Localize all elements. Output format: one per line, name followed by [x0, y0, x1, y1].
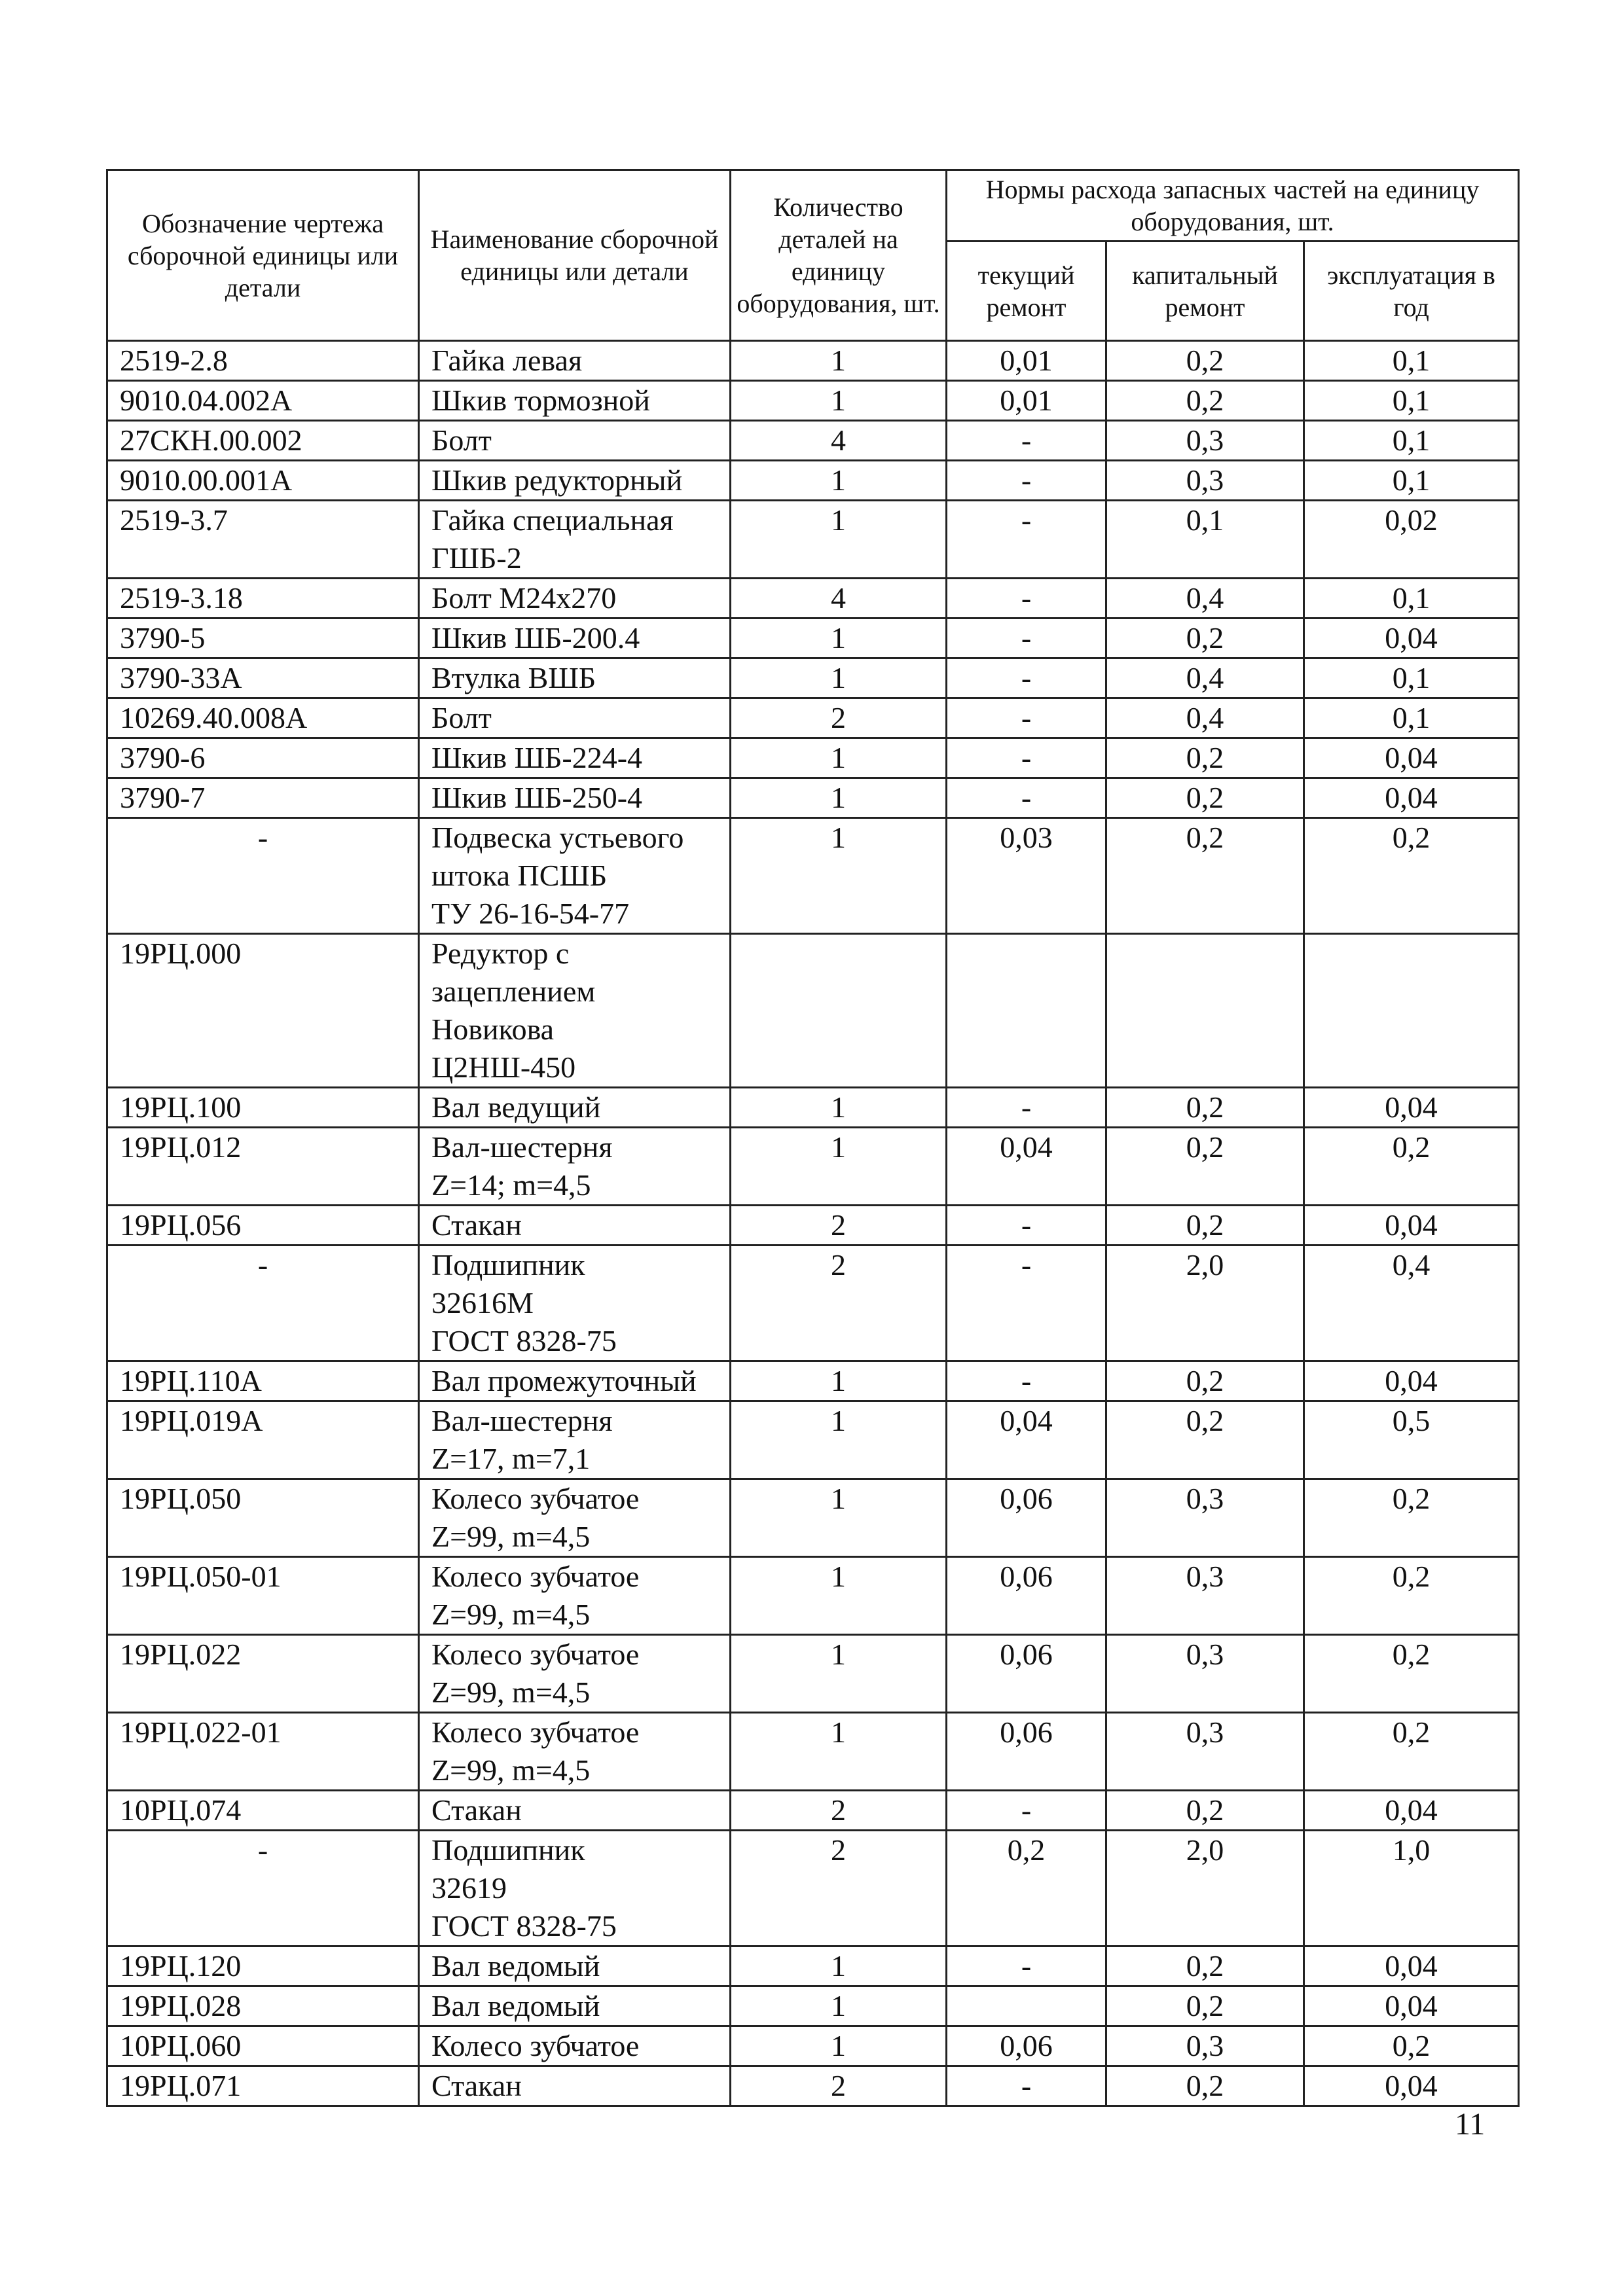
- cell-quantity: 2: [731, 1791, 947, 1831]
- cell-current-repair: -: [947, 778, 1106, 818]
- cell-exploitation: 0,4: [1304, 1246, 1519, 1361]
- name-line: 32619: [431, 1871, 507, 1905]
- name-line: Колесо зубчатое: [431, 1482, 640, 1515]
- cell-capital-repair: 0,2: [1106, 818, 1304, 934]
- cell-designation: 19РЦ.000: [107, 934, 419, 1088]
- name-line: Колесо зубчатое: [431, 1638, 640, 1671]
- cell-capital-repair: 0,3: [1106, 2026, 1304, 2066]
- cell-capital-repair: 0,3: [1106, 1635, 1304, 1713]
- name-line: Новикова: [431, 1013, 555, 1046]
- name-line: Болт: [431, 701, 492, 734]
- cell-designation: 3790-6: [107, 738, 419, 778]
- cell-name: [419, 1946, 731, 1986]
- name-line: Шкив ШБ-224-4: [431, 741, 643, 774]
- cell-name: [419, 1206, 731, 1246]
- cell-name: [419, 1246, 731, 1361]
- cell-exploitation: 0,2: [1304, 1713, 1519, 1791]
- cell-name: [419, 2026, 731, 2066]
- cell-name: [419, 1791, 731, 1831]
- name-line: Вал ведомый: [431, 1949, 600, 1982]
- cell-capital-repair: 0,2: [1106, 2066, 1304, 2106]
- cell-capital-repair: 0,2: [1106, 1791, 1304, 1831]
- name-line: Вал промежуточный: [431, 1364, 697, 1397]
- cell-name: [419, 2066, 731, 2106]
- cell-quantity: 1: [731, 1361, 947, 1401]
- cell-designation: 19РЦ.012: [107, 1128, 419, 1206]
- cell-exploitation: 0,5: [1304, 1401, 1519, 1479]
- name-line: 32616М: [431, 1286, 534, 1319]
- cell-exploitation: 0,02: [1304, 501, 1519, 579]
- cell-current-repair: -: [947, 619, 1106, 658]
- cell-exploitation: 0,2: [1304, 818, 1519, 934]
- table-row: [107, 818, 1519, 934]
- cell-quantity: 1: [731, 1401, 947, 1479]
- cell-quantity: 2: [731, 2066, 947, 2106]
- cell-quantity: 2: [731, 1246, 947, 1361]
- table-row: [107, 738, 1519, 778]
- name-line: Втулка ВШБ: [431, 661, 596, 694]
- name-line: Z=14; m=4,5: [431, 1168, 591, 1202]
- cell-name: [419, 579, 731, 619]
- cell-quantity: 1: [731, 381, 947, 421]
- cell-capital-repair: 0,4: [1106, 658, 1304, 698]
- name-line: Колесо зубчатое: [431, 1560, 640, 1593]
- cell-name: [419, 1986, 731, 2026]
- table-row: [107, 1088, 1519, 1128]
- cell-quantity: 1: [731, 1713, 947, 1791]
- cell-name: [419, 421, 731, 461]
- cell-capital-repair: 0,2: [1106, 1088, 1304, 1128]
- name-line: Z=17, m=7,1: [431, 1442, 591, 1475]
- name-line: ГОСТ 8328-75: [431, 1909, 617, 1943]
- cell-exploitation: 0,1: [1304, 381, 1519, 421]
- cell-exploitation: 0,04: [1304, 1791, 1519, 1831]
- cell-exploitation: 1,0: [1304, 1831, 1519, 1946]
- name-line: Z=99, m=4,5: [431, 1676, 591, 1709]
- cell-exploitation: 0,04: [1304, 2066, 1519, 2106]
- cell-designation: -: [107, 1831, 419, 1946]
- cell-current-repair: 0,03: [947, 818, 1106, 934]
- cell-designation: 9010.00.001А: [107, 461, 419, 501]
- table-row: [107, 2066, 1519, 2106]
- name-line: Вал-шестерня: [431, 1130, 613, 1164]
- cell-designation: 10269.40.008А: [107, 698, 419, 738]
- cell-quantity: 1: [731, 1557, 947, 1635]
- cell-capital-repair: 0,2: [1106, 1206, 1304, 1246]
- cell-name: [419, 381, 731, 421]
- name-line: Стакан: [431, 1793, 522, 1827]
- table-row: [107, 1831, 1519, 1946]
- cell-designation: 10РЦ.060: [107, 2026, 419, 2066]
- name-line: Шкив редукторный: [431, 463, 683, 497]
- cell-current-repair: -: [947, 1206, 1106, 1246]
- name-line: Z=99, m=4,5: [431, 1753, 591, 1787]
- cell-current-repair: -: [947, 1791, 1106, 1831]
- table-row: [107, 501, 1519, 579]
- cell-exploitation: 0,04: [1304, 1361, 1519, 1401]
- cell-designation: -: [107, 818, 419, 934]
- cell-current-repair: -: [947, 501, 1106, 579]
- name-line: Вал ведущий: [431, 1090, 601, 1124]
- cell-capital-repair: 0,3: [1106, 1557, 1304, 1635]
- cell-designation: 19РЦ.071: [107, 2066, 419, 2106]
- cell-designation: 3790-5: [107, 619, 419, 658]
- cell-capital-repair: 0,3: [1106, 1713, 1304, 1791]
- cell-designation: 3790-33А: [107, 658, 419, 698]
- name-line: ГШБ-2: [431, 541, 522, 575]
- header-current-repair: текущий ремонт: [947, 242, 1106, 341]
- cell-current-repair: 0,01: [947, 341, 1106, 381]
- cell-quantity: 1: [731, 2026, 947, 2066]
- cell-exploitation: 0,04: [1304, 1088, 1519, 1128]
- cell-current-repair: -: [947, 1088, 1106, 1128]
- table-row: [107, 1986, 1519, 2026]
- cell-designation: 19РЦ.022-01: [107, 1713, 419, 1791]
- name-line: Стакан: [431, 1208, 522, 1242]
- name-line: Z=99, m=4,5: [431, 1598, 591, 1631]
- cell-quantity: 1: [731, 1986, 947, 2026]
- table-row: [107, 1791, 1519, 1831]
- name-line: Редуктор с: [431, 937, 570, 970]
- name-line: Подшипник: [431, 1833, 585, 1867]
- cell-capital-repair: 0,2: [1106, 1361, 1304, 1401]
- cell-current-repair: 0,06: [947, 1635, 1106, 1713]
- table-row: [107, 381, 1519, 421]
- table-row: [107, 461, 1519, 501]
- cell-designation: 19РЦ.022: [107, 1635, 419, 1713]
- table-row: [107, 1206, 1519, 1246]
- cell-current-repair: -: [947, 658, 1106, 698]
- cell-name: [419, 738, 731, 778]
- name-line: Колесо зубчатое: [431, 2029, 640, 2062]
- cell-quantity: 1: [731, 341, 947, 381]
- cell-exploitation: 0,1: [1304, 698, 1519, 738]
- cell-quantity: 4: [731, 421, 947, 461]
- cell-name: [419, 1831, 731, 1946]
- cell-capital-repair: 0,2: [1106, 1128, 1304, 1206]
- cell-designation: 10РЦ.074: [107, 1791, 419, 1831]
- table-row: [107, 619, 1519, 658]
- cell-name: [419, 501, 731, 579]
- cell-capital-repair: 0,2: [1106, 738, 1304, 778]
- cell-designation: 19РЦ.019А: [107, 1401, 419, 1479]
- name-line: Стакан: [431, 2069, 522, 2102]
- cell-quantity: 2: [731, 1831, 947, 1946]
- cell-quantity: 1: [731, 778, 947, 818]
- cell-designation: 3790-7: [107, 778, 419, 818]
- cell-quantity: [731, 934, 947, 1088]
- cell-name: [419, 1557, 731, 1635]
- cell-designation: 19РЦ.050: [107, 1479, 419, 1557]
- cell-current-repair: -: [947, 579, 1106, 619]
- table-row: [107, 1479, 1519, 1557]
- cell-quantity: 1: [731, 1088, 947, 1128]
- cell-exploitation: 0,1: [1304, 341, 1519, 381]
- cell-quantity: 1: [731, 818, 947, 934]
- cell-name: [419, 461, 731, 501]
- name-line: Z=99, m=4,5: [431, 1520, 591, 1553]
- name-line: Шкив тормозной: [431, 384, 650, 417]
- cell-name: [419, 1635, 731, 1713]
- cell-quantity: 1: [731, 461, 947, 501]
- cell-quantity: 2: [731, 1206, 947, 1246]
- cell-capital-repair: [1106, 934, 1304, 1088]
- name-line: Вал-шестерня: [431, 1404, 613, 1437]
- cell-current-repair: -: [947, 461, 1106, 501]
- table-row: [107, 658, 1519, 698]
- cell-name: [419, 934, 731, 1088]
- name-line: ТУ 26-16-54-77: [431, 897, 630, 930]
- name-line: Гайка левая: [431, 344, 583, 377]
- cell-exploitation: 0,2: [1304, 2026, 1519, 2066]
- table-row: [107, 2026, 1519, 2066]
- name-line: Болт М24х270: [431, 581, 617, 615]
- cell-exploitation: 0,04: [1304, 1206, 1519, 1246]
- cell-name: [419, 1713, 731, 1791]
- cell-designation: 2519-2.8: [107, 341, 419, 381]
- cell-capital-repair: 0,3: [1106, 1479, 1304, 1557]
- cell-designation: 27СКН.00.002: [107, 421, 419, 461]
- cell-capital-repair: 2,0: [1106, 1246, 1304, 1361]
- cell-quantity: 4: [731, 579, 947, 619]
- table-row: [107, 698, 1519, 738]
- cell-capital-repair: 0,3: [1106, 461, 1304, 501]
- cell-capital-repair: 0,2: [1106, 1401, 1304, 1479]
- cell-exploitation: 0,1: [1304, 579, 1519, 619]
- cell-capital-repair: 0,2: [1106, 619, 1304, 658]
- cell-name: [419, 1361, 731, 1401]
- header-exploitation: эксплуатация в год: [1304, 242, 1519, 341]
- cell-name: [419, 818, 731, 934]
- cell-exploitation: 0,04: [1304, 738, 1519, 778]
- name-line: Подшипник: [431, 1248, 585, 1282]
- cell-capital-repair: 0,2: [1106, 778, 1304, 818]
- cell-name: [419, 619, 731, 658]
- cell-capital-repair: 0,3: [1106, 421, 1304, 461]
- header-name: Наименование сборочной единицы или детали: [419, 170, 731, 341]
- table-row: [107, 1246, 1519, 1361]
- cell-exploitation: 0,04: [1304, 1946, 1519, 1986]
- header-capital-repair: капитальный ремонт: [1106, 242, 1304, 341]
- cell-current-repair: -: [947, 1946, 1106, 1986]
- table-row: [107, 1401, 1519, 1479]
- header-norms: Нормы расхода запасных частей на единицу оборудования, шт.: [947, 170, 1519, 242]
- cell-current-repair: 0,06: [947, 1479, 1106, 1557]
- table-row: [107, 1361, 1519, 1401]
- cell-capital-repair: 0,1: [1106, 501, 1304, 579]
- cell-current-repair: -: [947, 738, 1106, 778]
- cell-current-repair: -: [947, 698, 1106, 738]
- cell-name: [419, 1088, 731, 1128]
- cell-capital-repair: 0,2: [1106, 341, 1304, 381]
- cell-designation: 2519-3.7: [107, 501, 419, 579]
- cell-capital-repair: 0,2: [1106, 1946, 1304, 1986]
- cell-quantity: 1: [731, 501, 947, 579]
- cell-exploitation: 0,2: [1304, 1635, 1519, 1713]
- header-designation: Обозначение чертежа сборочной единицы или детали: [107, 170, 419, 341]
- table-row: [107, 1128, 1519, 1206]
- cell-exploitation: 0,1: [1304, 421, 1519, 461]
- cell-designation: -: [107, 1246, 419, 1361]
- header-quantity: Количество деталей на единицу оборудования, шт.: [731, 170, 947, 341]
- cell-designation: 19РЦ.110А: [107, 1361, 419, 1401]
- table-row: [107, 1557, 1519, 1635]
- table-row: [107, 579, 1519, 619]
- cell-exploitation: 0,1: [1304, 461, 1519, 501]
- cell-designation: 19РЦ.120: [107, 1946, 419, 1986]
- table-row: [107, 1713, 1519, 1791]
- cell-current-repair: 0,2: [947, 1831, 1106, 1946]
- table-body: [107, 341, 1519, 2106]
- cell-designation: 2519-3.18: [107, 579, 419, 619]
- name-line: Шкив ШБ-200.4: [431, 621, 640, 655]
- cell-designation: 19РЦ.056: [107, 1206, 419, 1246]
- cell-quantity: 1: [731, 1479, 947, 1557]
- table-row: [107, 778, 1519, 818]
- cell-designation: 19РЦ.050-01: [107, 1557, 419, 1635]
- cell-name: [419, 658, 731, 698]
- cell-exploitation: 0,04: [1304, 1986, 1519, 2026]
- cell-current-repair: [947, 1986, 1106, 2026]
- cell-name: [419, 1128, 731, 1206]
- cell-quantity: 1: [731, 619, 947, 658]
- cell-quantity: 1: [731, 738, 947, 778]
- cell-name: [419, 1479, 731, 1557]
- cell-exploitation: 0,04: [1304, 619, 1519, 658]
- cell-exploitation: 0,2: [1304, 1479, 1519, 1557]
- cell-designation: 9010.04.002А: [107, 381, 419, 421]
- cell-exploitation: 0,04: [1304, 778, 1519, 818]
- cell-quantity: 1: [731, 658, 947, 698]
- table-row: [107, 341, 1519, 381]
- spare-parts-table: [106, 169, 1520, 2107]
- cell-quantity: 1: [731, 1946, 947, 1986]
- cell-designation: 19РЦ.100: [107, 1088, 419, 1128]
- cell-current-repair: 0,01: [947, 381, 1106, 421]
- name-line: Гайка специальная: [431, 503, 674, 537]
- table-row: [107, 1635, 1519, 1713]
- cell-current-repair: 0,06: [947, 1713, 1106, 1791]
- cell-capital-repair: 0,2: [1106, 381, 1304, 421]
- table-row: [107, 1946, 1519, 1986]
- page-number: 11: [1455, 2107, 1486, 2142]
- cell-current-repair: 0,06: [947, 1557, 1106, 1635]
- cell-current-repair: -: [947, 1361, 1106, 1401]
- cell-current-repair: -: [947, 1246, 1106, 1361]
- table-row: [107, 934, 1519, 1088]
- table-row: [107, 421, 1519, 461]
- name-line: Вал ведомый: [431, 1989, 600, 2022]
- cell-current-repair: 0,04: [947, 1401, 1106, 1479]
- cell-current-repair: -: [947, 2066, 1106, 2106]
- cell-capital-repair: 0,4: [1106, 698, 1304, 738]
- cell-current-repair: 0,06: [947, 2026, 1106, 2066]
- cell-quantity: 1: [731, 1635, 947, 1713]
- cell-name: [419, 1401, 731, 1479]
- cell-designation: 19РЦ.028: [107, 1986, 419, 2026]
- cell-exploitation: 0,2: [1304, 1557, 1519, 1635]
- name-line: Шкив ШБ-250-4: [431, 781, 643, 814]
- name-line: штока ПСШБ: [431, 859, 608, 892]
- cell-quantity: 2: [731, 698, 947, 738]
- cell-exploitation: 0,2: [1304, 1128, 1519, 1206]
- cell-name: [419, 778, 731, 818]
- name-line: Ц2НШ-450: [431, 1050, 576, 1084]
- name-line: зацеплением: [431, 975, 596, 1008]
- cell-exploitation: [1304, 934, 1519, 1088]
- cell-capital-repair: 0,4: [1106, 579, 1304, 619]
- name-line: Подвеска устьевого: [431, 821, 684, 854]
- cell-current-repair: 0,04: [947, 1128, 1106, 1206]
- cell-current-repair: -: [947, 421, 1106, 461]
- cell-name: [419, 698, 731, 738]
- name-line: Болт: [431, 423, 492, 457]
- cell-exploitation: 0,1: [1304, 658, 1519, 698]
- name-line: Колесо зубчатое: [431, 1715, 640, 1749]
- cell-quantity: 1: [731, 1128, 947, 1206]
- cell-current-repair: [947, 934, 1106, 1088]
- name-line: ГОСТ 8328-75: [431, 1324, 617, 1357]
- cell-capital-repair: 2,0: [1106, 1831, 1304, 1946]
- cell-capital-repair: 0,2: [1106, 1986, 1304, 2026]
- cell-name: [419, 341, 731, 381]
